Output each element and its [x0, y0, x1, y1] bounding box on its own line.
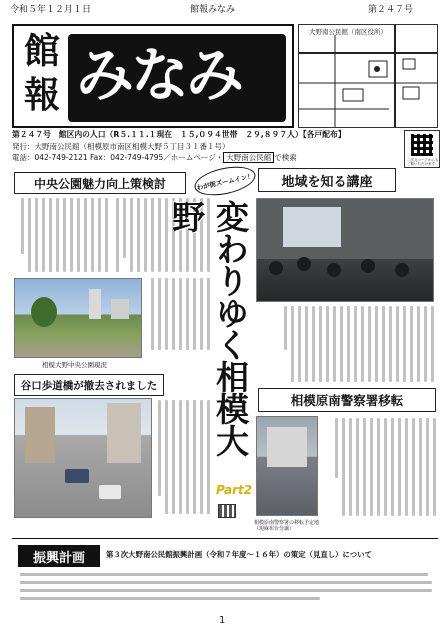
- fax-number: 042-749-4795: [110, 153, 164, 163]
- masthead: [12, 24, 294, 128]
- central-park-photo: [14, 278, 142, 358]
- feature-badge: わが街ズームイン！: [192, 162, 258, 200]
- feature-headline: 変わりゆく相模大野: [167, 200, 250, 456]
- police-title: 相模原南警察署移転: [258, 388, 436, 412]
- qr-box: [404, 130, 440, 168]
- masthead-char-kan: 館: [24, 31, 61, 72]
- photo-head: [269, 261, 283, 275]
- population-line: 第２４７号 館区内の人口（R５.１１.１現在 １５,０９４世帯 ２９,８９７人）【各戸配布】: [12, 130, 346, 139]
- photo-head: [361, 259, 375, 273]
- map-title: 大野南公民館（南区役所）: [309, 28, 387, 36]
- area-course-photo: [256, 198, 434, 302]
- photo-screen: [283, 207, 341, 247]
- page-number: 1: [219, 615, 226, 626]
- photo-building: [89, 289, 101, 319]
- masthead-char-hou: 報: [24, 75, 61, 116]
- photo-head: [327, 263, 341, 277]
- header-publication-name: 館報みなみ: [190, 5, 236, 15]
- police-photo: [256, 416, 318, 516]
- police-body: [324, 418, 436, 518]
- header-bar: [0, 0, 447, 22]
- central-park-body-far-right: [146, 278, 210, 352]
- photo-building: [107, 403, 141, 463]
- location-map: [298, 24, 438, 128]
- homepage-search-suffix: で検索: [274, 153, 297, 163]
- feature-building-icon: [218, 504, 236, 518]
- plan-section: [12, 538, 438, 608]
- central-park-title: 中央公園魅力向上策検討: [14, 172, 186, 194]
- taniguchi-photo: [14, 398, 152, 518]
- fax-label: Fax：: [90, 153, 111, 163]
- issuer-line: 発行：大野南公民館（相模原市南区相模大野５丁目３１番１号）: [12, 141, 230, 151]
- masthead-kanji-block: [20, 31, 64, 122]
- issue-date: 令和５年１２月１日: [10, 5, 92, 15]
- photo-head: [395, 263, 409, 277]
- photo-car: [99, 485, 121, 499]
- taniguchi-body: [158, 400, 210, 516]
- qr-caption: 二次元コードからもご覧いただけます: [407, 158, 439, 167]
- masthead-title: みなみ: [76, 41, 242, 109]
- plan-body: [20, 573, 432, 600]
- photo-car: [65, 469, 89, 483]
- plan-title: 振興計画: [18, 545, 100, 567]
- tel-number: 042-749-2121: [34, 153, 88, 163]
- plan-subtitle: 第３次大野南公民館振興計画（令和７年度～１６年）の策定（見直し）について: [106, 550, 372, 559]
- publisher-info: [12, 131, 402, 167]
- homepage-search-term[interactable]: 大野南公民館: [223, 152, 274, 163]
- photo-building: [267, 427, 307, 467]
- area-course-title: 地域を知る講座: [258, 168, 396, 192]
- map-drawing: [299, 25, 437, 127]
- qr-code[interactable]: [411, 134, 433, 156]
- homepage-label: ／ホームページ・: [163, 153, 224, 163]
- taniguchi-title: 谷口歩道橋が撤去されました: [14, 374, 164, 396]
- feature-part: Part2: [216, 483, 253, 497]
- tel-label: 電話：: [12, 153, 35, 163]
- central-park-photo-caption: 相模大野中央公園現況: [42, 361, 107, 369]
- photo-head: [297, 257, 311, 271]
- photo-building: [111, 299, 129, 319]
- police-photo-caption: 相模原南警察署の移転予定地（現麻布台分譲）: [254, 520, 320, 532]
- photo-tree: [31, 297, 57, 327]
- central-park-body-left: [18, 198, 108, 274]
- contact-line: [12, 154, 402, 162]
- area-course-body: [258, 306, 434, 384]
- issue-number: 第２４７号: [368, 5, 414, 15]
- photo-building: [25, 407, 55, 463]
